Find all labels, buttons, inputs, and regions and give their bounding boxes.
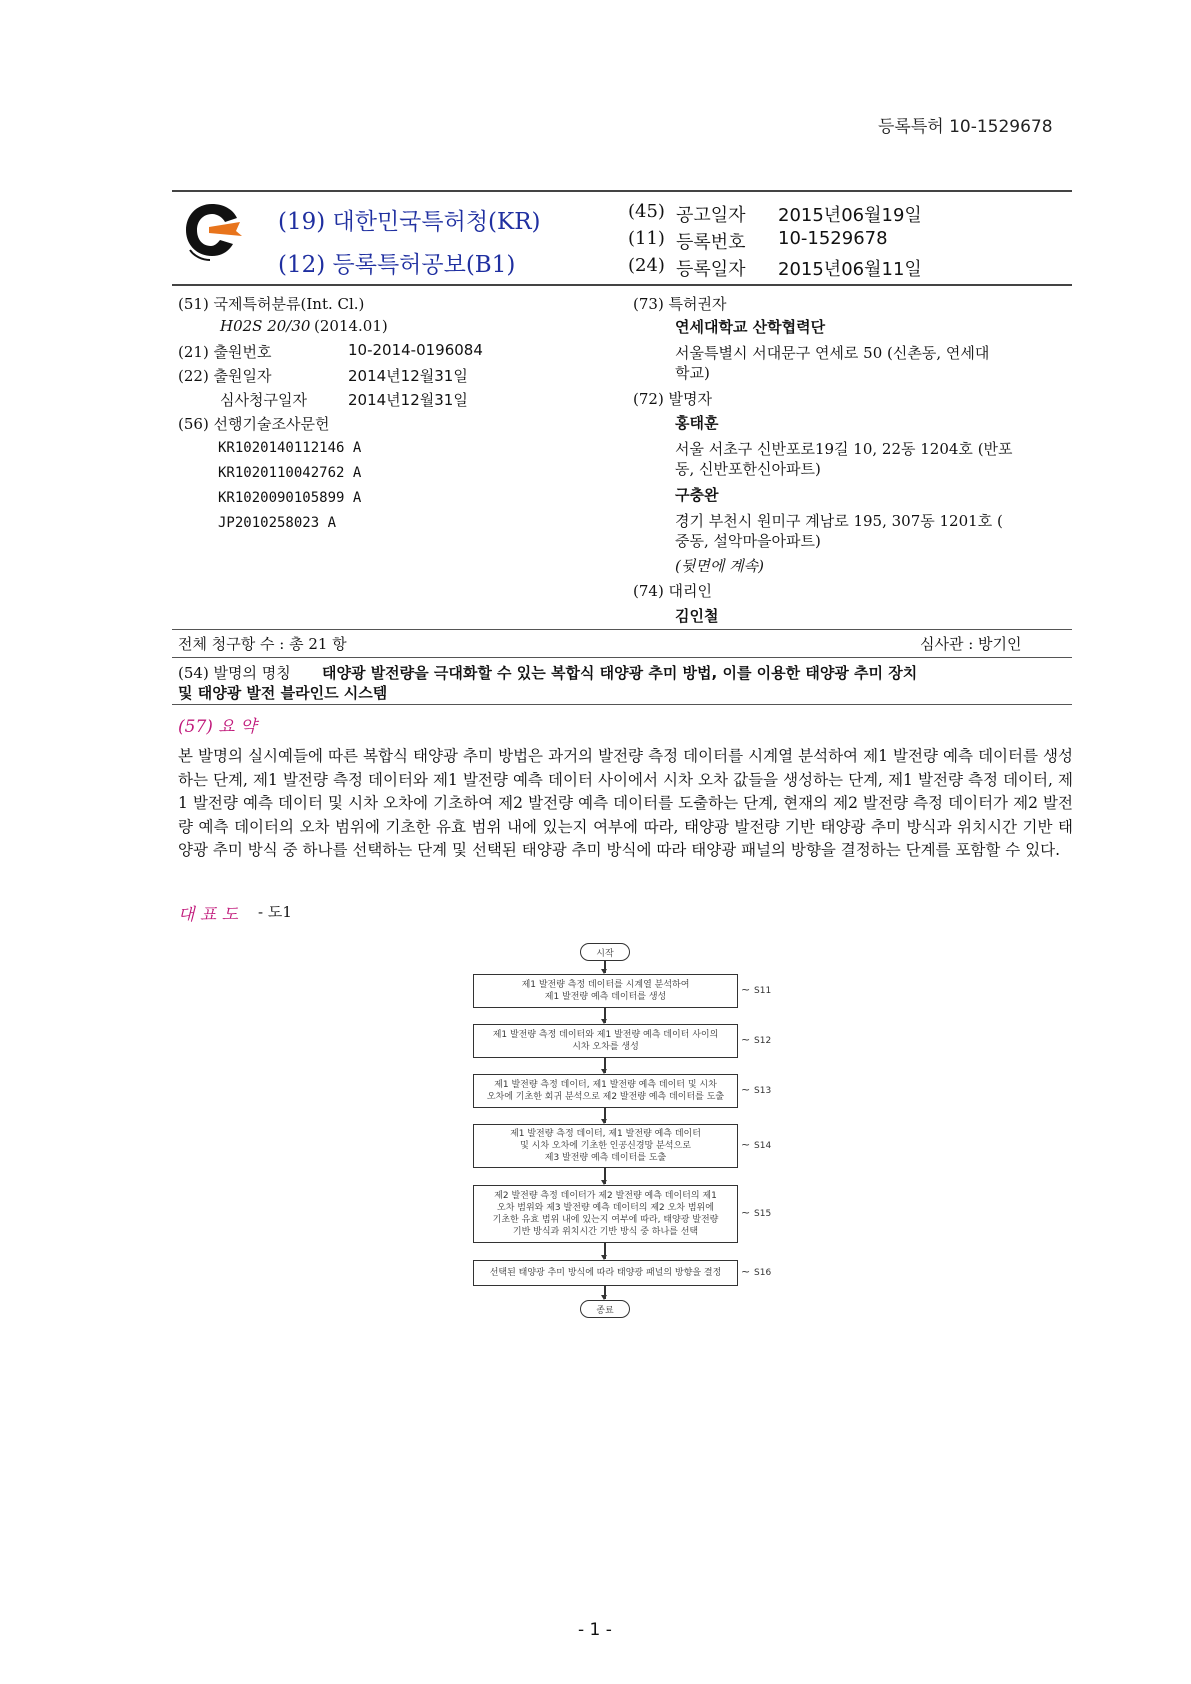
flow-arrow xyxy=(604,1243,606,1259)
flow-arrow xyxy=(604,1058,606,1073)
flow-arrow xyxy=(604,961,606,973)
abstract-divider xyxy=(172,704,1072,705)
document-number: 등록특허 10-1529678 xyxy=(878,117,1053,137)
app-no-label: (21) 출원번호 xyxy=(178,343,272,361)
step-id: S14 xyxy=(754,1141,772,1151)
pub-code-24: (24) xyxy=(628,255,665,276)
claims-divider xyxy=(172,629,1072,630)
flow-step-s15: 제2 발전량 측정 데이터가 제2 발전량 예측 데이터의 제1 오차 범위와 제3 발전량 예측 데이터의 제2 오차 범위에 기초한 유효 범위 내에 있는지 여부에 따라, 태양광 발전량 기반 방식과 위치시간 기반 방식 중 하나를 선택 xyxy=(473,1185,738,1243)
inventor-2-address-1: 경기 부천시 원미구 계남로 195, 307동 1201호 ( xyxy=(675,512,1003,530)
pub-label-45: 공고일자 xyxy=(676,205,746,226)
flowchart-end: 종료 xyxy=(580,1300,630,1318)
continued-note: (뒷면에 계속) xyxy=(675,557,764,575)
step-id: S16 xyxy=(754,1268,772,1278)
prior-art-item: KR1020140112146 A xyxy=(218,440,362,456)
flow-step-s13: 제1 발전량 측정 데이터, 제1 발전량 예측 데이터 및 시차 오차에 기초한 회귀 분석으로 제2 발전량 예측 데이터를 도출 xyxy=(473,1074,738,1108)
inventor-2-address-2: 중동, 설악마을아파트) xyxy=(675,532,821,550)
inventor-label: (72) 발명자 xyxy=(633,390,713,408)
exam-date: 2014년12월31일 xyxy=(348,391,468,409)
step-id: S11 xyxy=(754,986,772,996)
total-claims: 전체 청구항 수 : 총 21 항 xyxy=(178,635,347,653)
pub-value-24: 2015년06월11일 xyxy=(778,259,922,280)
flowchart-start: 시작 xyxy=(580,943,630,961)
prior-art-item: KR1020110042762 A xyxy=(218,465,362,481)
step-leader: ~ xyxy=(741,1265,751,1278)
invention-title-line-1: 태양광 발전량을 극대화할 수 있는 복합식 태양광 추미 방법, 이를 이용한 태양광 추미 장치 xyxy=(322,664,918,682)
page-number: - 1 - xyxy=(578,1620,612,1640)
top-divider xyxy=(172,190,1072,192)
app-date: 2014년12월31일 xyxy=(348,367,468,385)
prior-art-item: KR1020090105899 A xyxy=(218,490,362,506)
ipc-label: (51) 국제특허분류(Int. Cl.) xyxy=(178,295,365,313)
pub-value-45: 2015년06월19일 xyxy=(778,205,922,226)
step-leader: ~ xyxy=(741,1206,751,1219)
holder-address-1: 서울특별시 서대문구 연세로 50 (신촌동, 연세대 xyxy=(675,344,990,362)
holder-address-2: 학교) xyxy=(675,364,710,382)
examiner: 심사관 : 방기인 xyxy=(920,635,1022,653)
inventor-1-address-1: 서울 서초구 신반포로19길 10, 22동 1204호 (반포 xyxy=(675,440,1013,458)
agent-label: (74) 대리인 xyxy=(633,582,713,600)
kipo-logo-icon xyxy=(182,200,244,262)
app-date-label: (22) 출원일자 xyxy=(178,367,272,385)
step-id: S15 xyxy=(754,1209,772,1219)
abstract-text: 본 발명의 실시예들에 따른 복합식 태양광 추미 방법은 과거의 발전량 측정 데이터를 시계열 분석하여 제1 발전량 예측 데이터를 생성하는 단계, 제1 발전량 측정 데이터와 제1 발전량 예측 데이터 사이에서 시차 오차 값들을 생성하는 단계, 제1 발전량 측정 데이터, 제1 발전량 예측 데이터 및 시차 오차에 기초하여 제2 발전량 예측 데이터를 도출하는 단계, 현재의 제2 발전량 측정 데이터가 제2 발전량 예측 데이터의 오차 범위에 기초한 유효 범위 내에 있는지 여부에 따라, 태양광 발전량 기반 태양광 추미 방식과 위치시간 기반 태양광 추미 방식 중 하나를 선택하는 단계 및 선택된 태양광 추미 방식에 따라 태양광 패널의 방향을 결정하는 단계를 포함할 수 있다. xyxy=(178,747,1073,859)
exam-date-label: 심사청구일자 xyxy=(220,391,307,409)
title-top-divider xyxy=(172,657,1072,658)
office-line-1: (19) 대한민국특허청(KR) xyxy=(278,209,541,235)
inventor-1-name: 홍태훈 xyxy=(675,414,719,432)
flow-step-s14: 제1 발전량 측정 데이터, 제1 발전량 예측 데이터 및 시차 오차에 기초한 인공신경망 분석으로 제3 발전량 예측 데이터를 도출 xyxy=(473,1124,738,1168)
prior-art-item: JP2010258023 A xyxy=(218,515,337,531)
agent-name: 김인철 xyxy=(675,607,719,625)
step-id: S13 xyxy=(754,1086,772,1096)
step-leader: ~ xyxy=(741,1083,751,1096)
rep-figure-value: - 도1 xyxy=(258,903,292,921)
holder-name: 연세대학교 산학협력단 xyxy=(675,318,826,336)
step-leader: ~ xyxy=(741,1138,751,1151)
inventor-2-name: 구충완 xyxy=(675,486,719,504)
pub-label-24: 등록일자 xyxy=(676,259,746,280)
flow-arrow xyxy=(604,1108,606,1123)
step-leader: ~ xyxy=(741,983,751,996)
invention-title-line-2: 및 태양광 발전 블라인드 시스템 xyxy=(178,684,388,702)
app-no: 10-2014-0196084 xyxy=(348,341,483,359)
flow-arrow xyxy=(604,1008,606,1023)
holder-label: (73) 특허권자 xyxy=(633,295,727,313)
pub-code-11: (11) xyxy=(628,228,665,249)
office-line-2: (12) 등록특허공보(B1) xyxy=(278,252,516,278)
rep-figure-label: 대 표 도 xyxy=(178,905,239,925)
flow-step-s11: 제1 발전량 측정 데이터를 시계열 분석하여 제1 발전량 예측 데이터를 생성 xyxy=(473,974,738,1008)
pub-value-11: 10-1529678 xyxy=(778,228,888,249)
flow-step-s16: 선택된 태양광 추미 방식에 따라 태양광 패널의 방향을 결정 xyxy=(473,1260,738,1286)
prior-art-label: (56) 선행기술조사문헌 xyxy=(178,415,330,433)
inventor-1-address-2: 동, 신반포한신아파트) xyxy=(675,460,821,478)
header-divider xyxy=(172,284,1072,286)
flow-arrow xyxy=(604,1168,606,1184)
title-prefix: (54) 발명의 명칭 xyxy=(178,664,291,682)
pub-code-45: (45) xyxy=(628,201,665,222)
pub-label-11: 등록번호 xyxy=(676,232,746,253)
ipc-code: H02S 20/30 xyxy=(220,317,311,335)
step-leader: ~ xyxy=(741,1033,751,1046)
step-id: S12 xyxy=(754,1036,772,1046)
abstract-heading: (57) 요 약 xyxy=(178,717,257,737)
ipc-date: (2014.01) xyxy=(314,317,388,335)
flow-step-s12: 제1 발전량 측정 데이터와 제1 발전량 예측 데이터 사이의 시차 오차를 생성 xyxy=(473,1024,738,1058)
flow-arrow xyxy=(604,1286,606,1299)
